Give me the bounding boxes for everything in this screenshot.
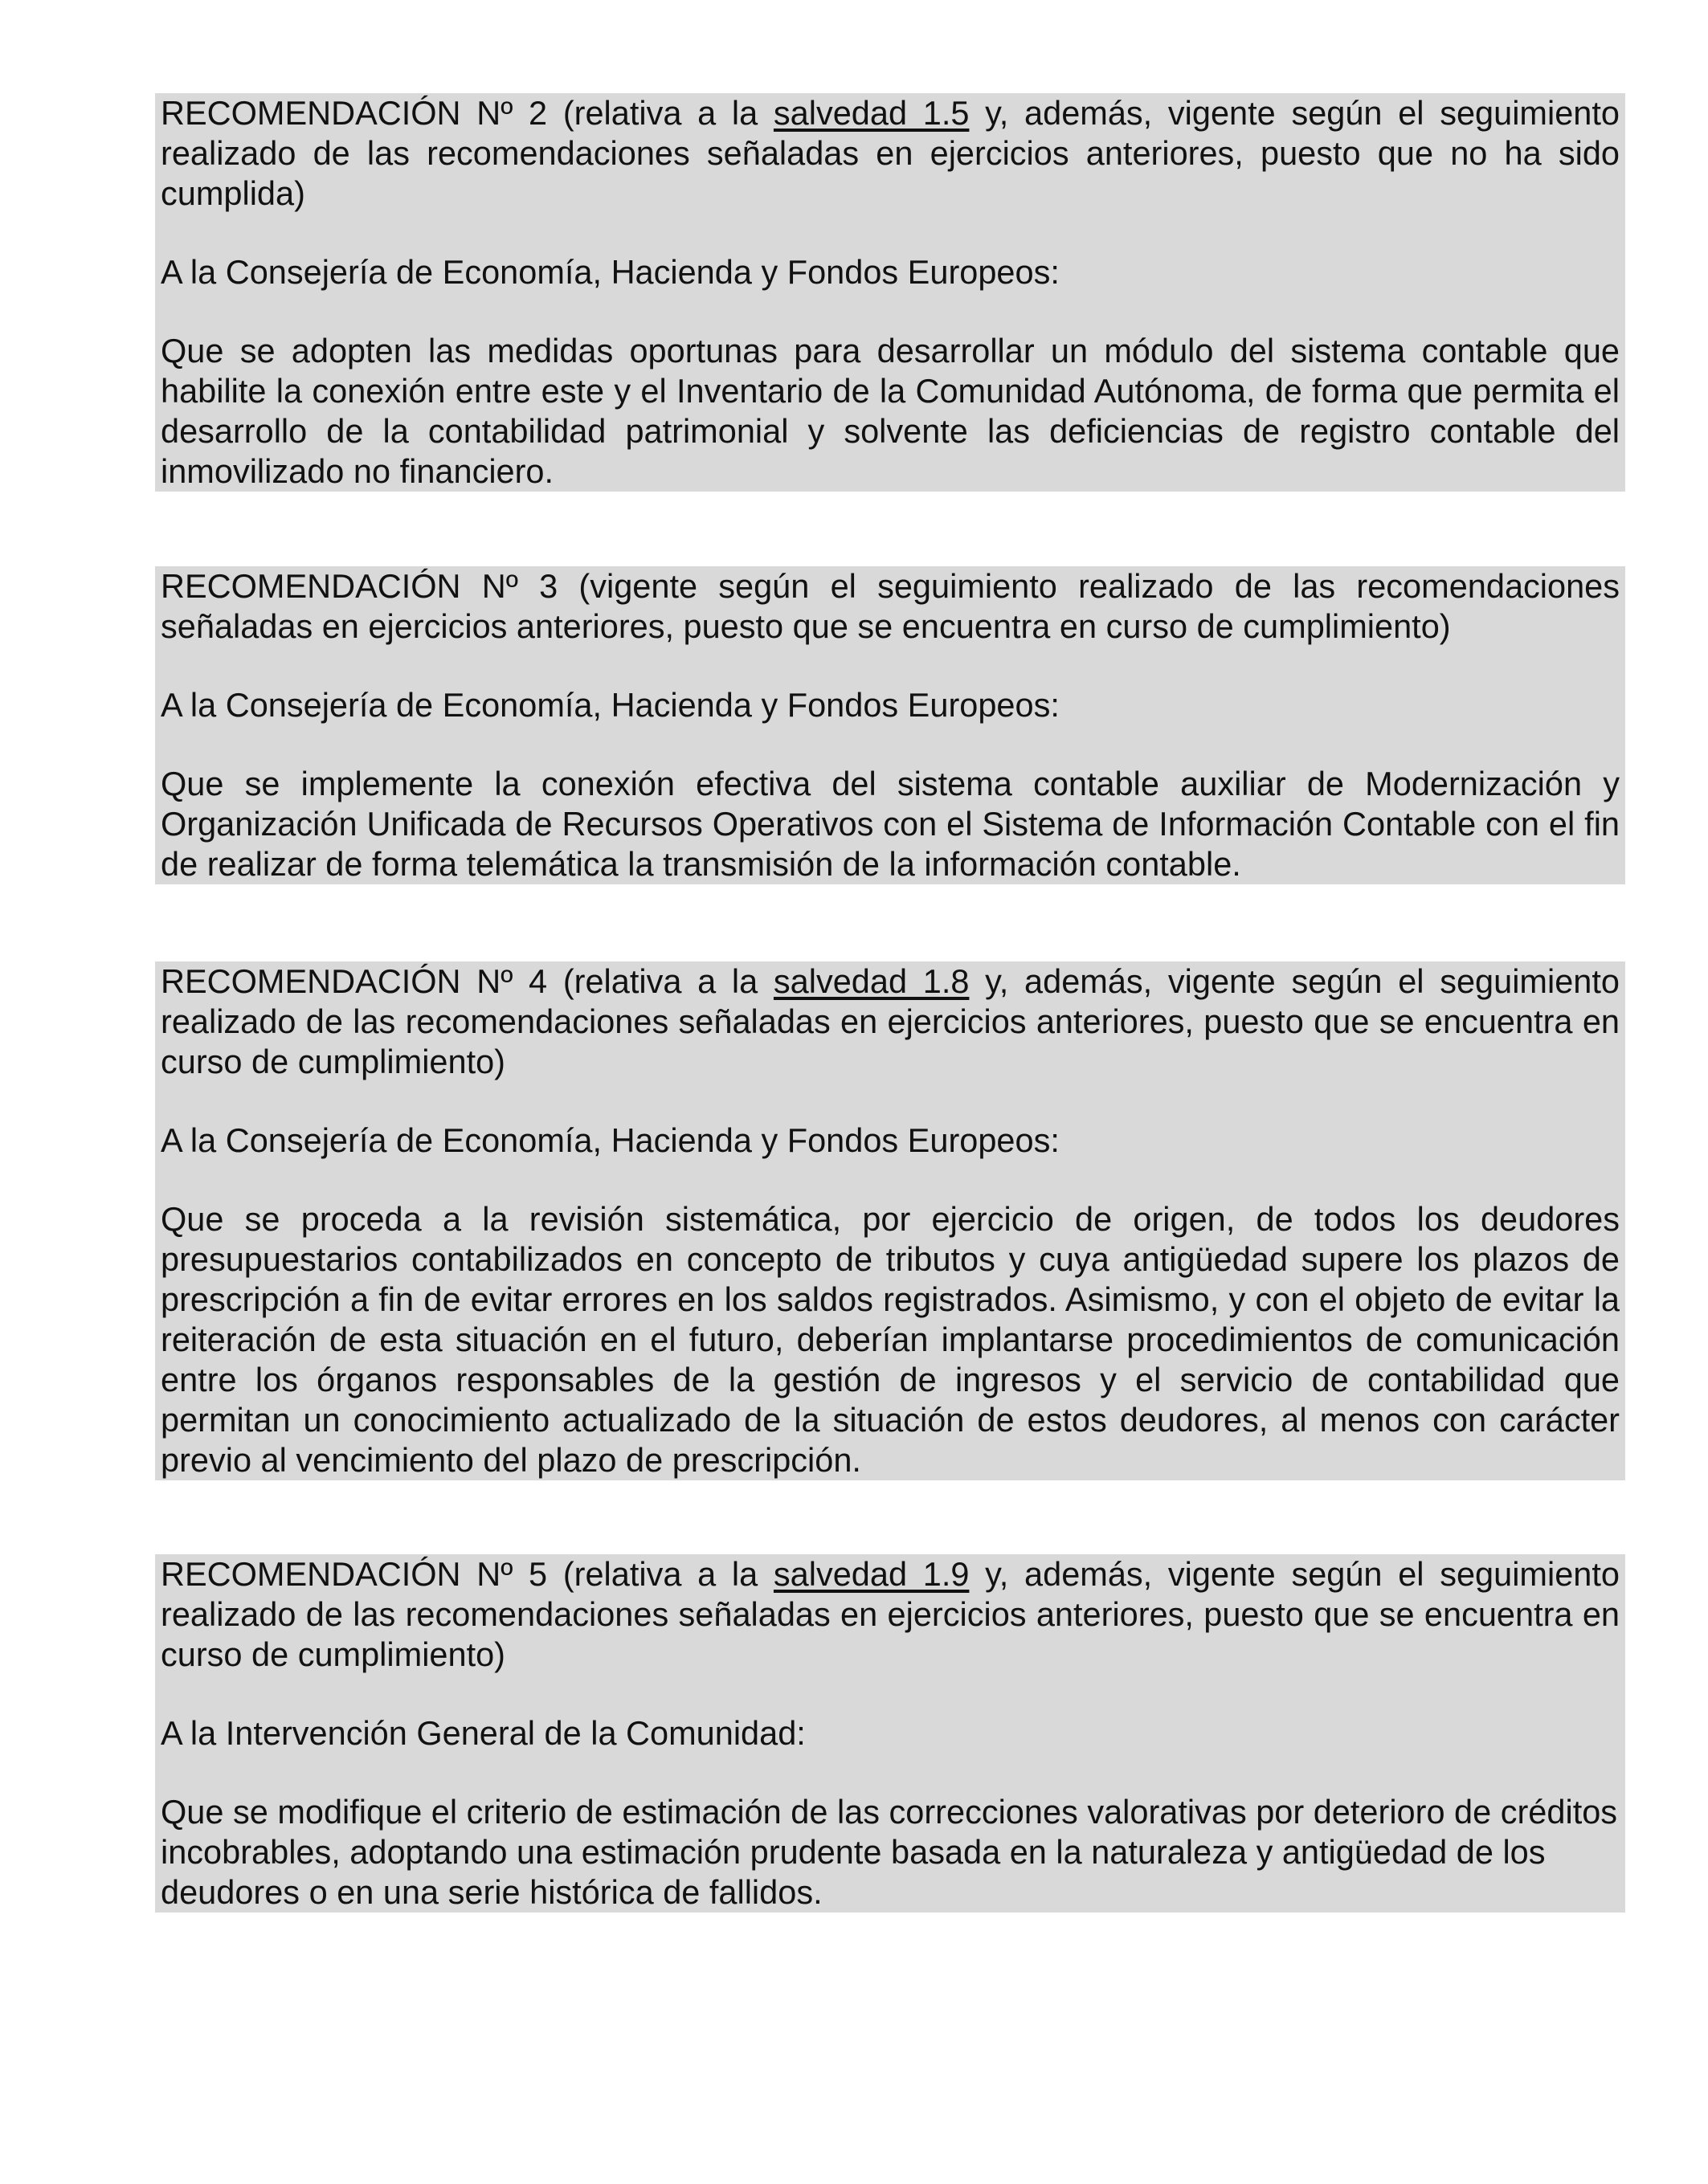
recommendation-heading: [161, 93, 1620, 214]
recommendation-addressee: A la Intervención General de la Comunidad:: [161, 1714, 806, 1752]
recommendation-body: Que se adopten las medidas oportunas para desarrollar un módulo del sistema contable que habilite la conexión entre este y el Inventario de la Comunidad Autónoma, de forma que permita el desarrollo de la contabilidad patrimonial y solvente las deficiencias de registro contable del inmovilizado no financiero.: [161, 332, 1620, 490]
recommendation-3: [155, 566, 1625, 884]
salvedad-link[interactable]: salvedad 1.9: [773, 1555, 970, 1593]
heading-text: RECOMENDACIÓN Nº 2 (relativa a la: [161, 94, 774, 132]
recommendation-heading: RECOMENDACIÓN Nº 3 (vigente según el seguimiento realizado de las recomendaciones señaladas en ejercicios anteriores, puesto que se encuentra en curso de cumplimiento): [161, 567, 1620, 645]
heading-text: y, además, vigente según el seguimiento realizado de las recomendaciones señaladas en ejercicios anteriores, puesto que se encuentra en curso de cumplimiento): [161, 962, 1620, 1080]
recommendation-body: Que se proceda a la revisión sistemática, por ejercicio de origen, de todos los deudores presupuestarios contabilizados en concepto de tributos y cuya antigüedad supere los plazos de prescripción a fin de evitar errores en los saldos registrados. Asimismo, y con el objeto de evitar la reiteración de esta situación en el futuro, deberían implantarse procedimientos de comunicación entre los órganos responsables de la gestión de ingresos y el servicio de contabilidad que permitan un conocimiento actualizado de la situación de estos deudores, al menos con carácter previo al vencimiento del plazo de prescripción.: [161, 1200, 1620, 1479]
recommendation-body: Que se modifique el criterio de estimación de las correcciones valorativas por deterioro de créditos incobrables, adoptando una estimación prudente basada en la naturaleza y antigüedad de los deudores o en una serie histórica de fallidos.: [161, 1793, 1618, 1911]
heading-text: RECOMENDACIÓN Nº 4 (relativa a la: [161, 962, 774, 1000]
recommendation-heading: [161, 1554, 1620, 1675]
heading-text: RECOMENDACIÓN Nº 5 (relativa a la: [161, 1555, 774, 1593]
heading-text: y, además, vigente según el seguimiento realizado de las recomendaciones señaladas en ejercicios anteriores, puesto que no ha sido cumplida): [161, 94, 1620, 212]
recommendation-heading: [161, 961, 1620, 1082]
recommendation-addressee: A la Consejería de Economía, Hacienda y Fondos Europeos:: [161, 1121, 1060, 1159]
recommendation-5: [155, 1554, 1625, 1913]
recommendation-2: [155, 93, 1625, 492]
salvedad-link[interactable]: salvedad 1.8: [773, 962, 970, 1000]
recommendation-addressee: A la Consejería de Economía, Hacienda y Fondos Europeos:: [161, 253, 1060, 291]
heading-text: y, además, vigente según el seguimiento realizado de las recomendaciones señaladas en ejercicios anteriores, puesto que se encuentra en curso de cumplimiento): [161, 1555, 1620, 1673]
recommendation-body: Que se implemente la conexión efectiva del sistema contable auxiliar de Modernización y Organización Unificada de Recursos Operativos con el Sistema de Información Contable con el fin de realizar de forma telemática la transmisión de la información contable.: [161, 765, 1620, 883]
recommendation-addressee: A la Consejería de Economía, Hacienda y Fondos Europeos:: [161, 686, 1060, 724]
salvedad-link[interactable]: salvedad 1.5: [773, 94, 970, 132]
recommendation-4: [155, 961, 1625, 1480]
